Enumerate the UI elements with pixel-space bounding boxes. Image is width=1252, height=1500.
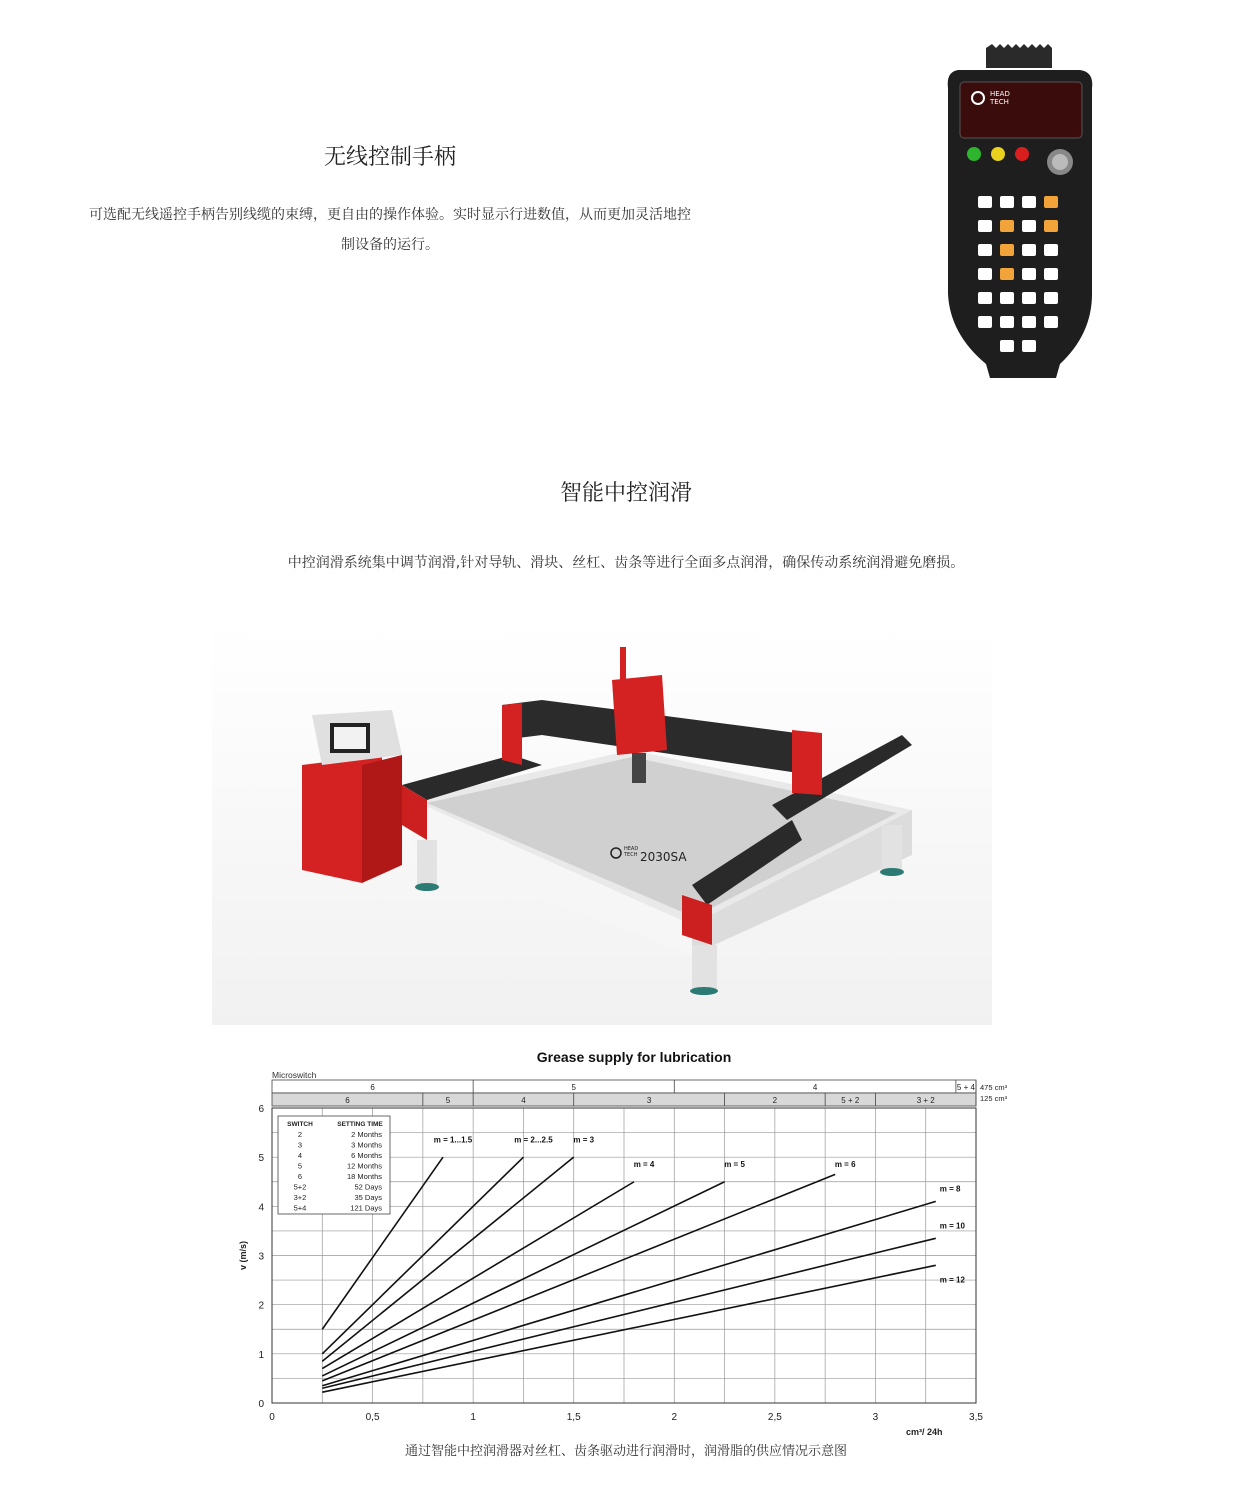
header-row2-unit: 125 cm³ [980, 1094, 1008, 1103]
remote-key [1000, 244, 1014, 256]
remote-key [1022, 340, 1036, 352]
header-row1-cell: 5 + 4 [956, 1083, 975, 1092]
remote-key [1044, 196, 1058, 208]
series-label: m = 12 [939, 1275, 965, 1285]
header-row2-cell: 5 [445, 1096, 451, 1105]
x-tick-label: 3 [872, 1412, 879, 1423]
x-tick-label: 1 [470, 1412, 476, 1423]
remote-svg [946, 44, 1094, 378]
remote-key [1044, 220, 1058, 232]
remote-key [978, 244, 992, 256]
switch-table-cell: 12 Months [346, 1161, 382, 1171]
y-tick-label: 2 [258, 1300, 264, 1312]
machine-brand-1: HEAD [624, 846, 639, 852]
header-label-microswitch: Microswitch [272, 1070, 317, 1080]
waterjet-machine-image [212, 625, 992, 1025]
x-tick-label: 2 [671, 1412, 678, 1423]
header-row1-cell: 6 [370, 1083, 375, 1092]
series-label: m = 5 [724, 1160, 745, 1169]
header-row2-cell: 3 + 2 [916, 1096, 935, 1105]
series-line [322, 1265, 935, 1392]
x-tick-label: 3,5 [969, 1412, 983, 1423]
remote-key [1022, 244, 1036, 256]
remote-key [1000, 316, 1014, 328]
series-label: m = 8 [939, 1184, 961, 1194]
series-label: m = 2...2.5 [514, 1135, 553, 1145]
switch-table-cell: 35 Days [354, 1193, 382, 1202]
switch-table-cell: 121 Days [350, 1203, 382, 1213]
remote-key [978, 268, 992, 280]
switch-table-header: SETTING TIME [337, 1121, 383, 1128]
y-tick-label: 3 [258, 1251, 264, 1263]
header-row1-cell: 5 [571, 1083, 576, 1092]
remote-key [1022, 316, 1036, 328]
header-row2-band [272, 1093, 976, 1106]
remote-key [1022, 196, 1036, 208]
remote-key [1000, 220, 1014, 232]
remote-brand-2: TECH [990, 98, 1009, 106]
remote-key [1000, 268, 1014, 280]
chart-caption: 通过智能中控润滑器对丝杠、齿条驱动进行润滑时，润滑脂的供应情况示意图 [404, 1444, 847, 1459]
switch-table-cell: 6 [297, 1172, 303, 1181]
remote-key [1044, 316, 1058, 328]
header-row2-cell: 4 [521, 1096, 526, 1105]
switch-table-header: SWITCH [287, 1121, 313, 1128]
remote-key [1022, 292, 1036, 304]
remote-key [1022, 220, 1036, 232]
section2-description: 中控润滑系统集中调节润滑,针对导轨、滑块、丝杠、齿条等进行全面多点润滑，确保传动系统润滑避免磨损。 [287, 555, 965, 571]
remote-key [1022, 268, 1036, 280]
switch-table-cell: 5+2 [293, 1182, 307, 1192]
remote-key [978, 292, 992, 304]
x-tick-label: 2,5 [767, 1412, 782, 1423]
y-tick-label: 5 [258, 1153, 264, 1165]
remote-key [1044, 244, 1058, 256]
remote-key [978, 316, 992, 328]
remote-key [1000, 340, 1014, 352]
y-tick-label: 1 [258, 1349, 264, 1361]
header-row1-cell: 4 [812, 1083, 818, 1092]
header-row1-band [272, 1080, 976, 1093]
section1-title: 无线控制手柄 [323, 145, 456, 170]
series-label: m = 6 [834, 1160, 856, 1169]
chart-svg [230, 1040, 1020, 1470]
section2-title: 智能中控润滑 [559, 481, 692, 506]
series-label: m = 3 [573, 1135, 595, 1145]
machine-model-label: 2030SA [640, 850, 687, 864]
header-row2-cell: 2 [772, 1096, 778, 1105]
series-line [322, 1201, 935, 1385]
remote-key [1044, 268, 1058, 280]
y-tick-label: 0 [258, 1399, 264, 1410]
x-tick-label: 0 [269, 1412, 275, 1423]
x-tick-label: 0,5 [365, 1412, 380, 1423]
header-row1-unit: 475 cm³ [980, 1083, 1008, 1092]
section1-description [40, 200, 740, 260]
switch-table-cell: 3 [297, 1140, 303, 1150]
switch-table-cell: 3+2 [293, 1193, 307, 1202]
switch-table-cell: 2 [297, 1130, 303, 1139]
remote-key [1000, 196, 1014, 208]
switch-table-cell: 2 Months [351, 1130, 382, 1139]
y-axis-label: v (m/s) [238, 1240, 248, 1271]
remote-key [978, 196, 992, 208]
y-tick-label: 6 [258, 1104, 264, 1115]
series-label: m = 1...1.5 [433, 1135, 473, 1145]
switch-table-cell: 5+4 [293, 1203, 307, 1213]
switch-table-cell: 52 Days [354, 1182, 382, 1192]
x-axis-label: cm³/ 24h [906, 1427, 943, 1437]
chart-title: Grease supply for lubrication [536, 1049, 732, 1065]
grease-supply-chart [230, 1040, 1020, 1470]
switch-table-cell: 3 Months [351, 1140, 382, 1150]
series-label: m = 10 [939, 1221, 965, 1231]
machine-svg [212, 625, 992, 1025]
switch-table-cell: 18 Months [346, 1172, 382, 1181]
header-row2-cell: 6 [345, 1096, 350, 1105]
wireless-remote-image [946, 44, 1094, 378]
switch-table-cell: 5 [297, 1161, 303, 1171]
remote-key [1000, 292, 1014, 304]
y-tick-label: 4 [258, 1202, 264, 1214]
remote-brand-1: HEAD [990, 90, 1010, 98]
header-row2-cell: 3 [646, 1096, 652, 1105]
remote-key [978, 220, 992, 232]
x-tick-label: 1,5 [566, 1412, 581, 1423]
section1-desc-line1: 可选配无线遥控手柄告别线缆的束缚，更自由的操作体验。实时显示行进数值，从而更加灵活地控 [89, 207, 691, 223]
remote-key [1044, 292, 1058, 304]
header-row2-cell: 5 + 2 [841, 1096, 860, 1105]
machine-brand-2: TECH [624, 852, 638, 858]
switch-table-cell: 4 [297, 1151, 303, 1160]
switch-table-cell: 6 Months [351, 1151, 382, 1160]
section1-desc-line2: 制设备的运行。 [341, 237, 439, 253]
series-label: m = 4 [633, 1160, 655, 1169]
